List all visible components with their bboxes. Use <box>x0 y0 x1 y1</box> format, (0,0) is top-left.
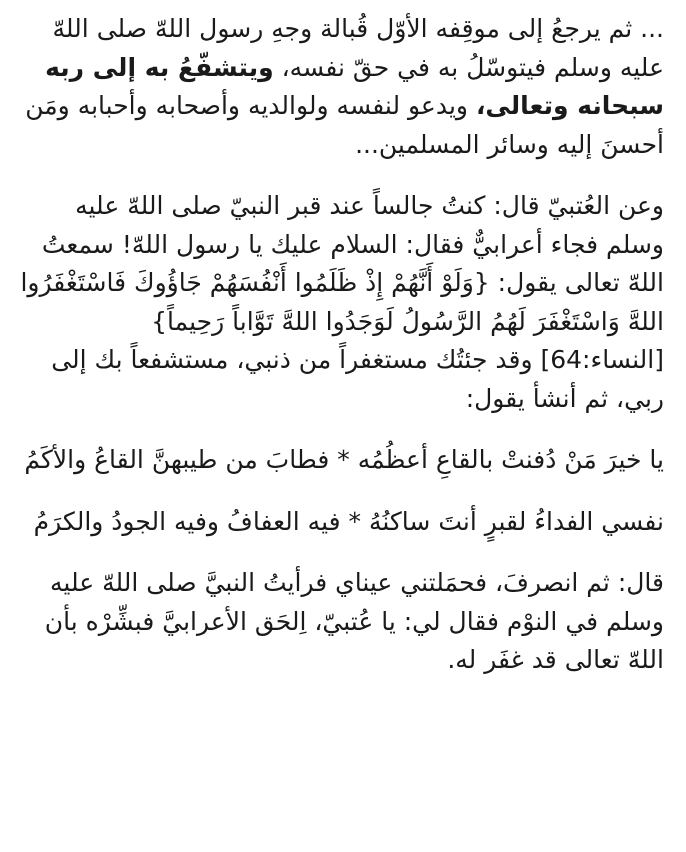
poem-verse-2 <box>20 503 664 542</box>
text-intro: ... ثم يرجعُ إلى موقِفه الأوّل قُبالة وجهِ رسول اللهّ صلى اللهّ عليه وسلم فيتوسّلُ به في حقّ نفسه، <box>52 14 664 82</box>
text-narration: وعن العُتبيّ قال: كنتُ جالساً عند قبر النبيّ صلى اللهّ عليه وسلم فجاء أعرابيٌّ فقال: السلام عليك يا رسول اللهّ! سمعتُ اللهّ تعالى يقول: {وَلَوْ أَنَّهُمْ إِذْ ظَلَمُوا أَنْفُسَهُمْ جَاؤُوكَ فَاسْتَغْفَرُوا اللهَّ وَاسْتَغْفَرَ لَهُمُ الرَّسُولُ لَوَجَدُوا اللهَّ تَوَّاباً رَحِيماً} [النساء:64] وقد جئتُك مستغفراً من ذنبي، مستشفعاً بك إلى ربي، ثم أنشأ يقول: <box>20 191 664 413</box>
verse-text: يا خيرَ مَنْ دُفنتْ بالقاعِ أعظُمُه * فطابَ من طيبهنَّ القاعُ والأكَمُ <box>24 445 664 474</box>
paragraph-dream <box>20 564 664 680</box>
poem-verse-1 <box>20 441 664 480</box>
text-continuation: ويدعو لنفسه ولوالديه وأصحابه وأحبابه ومَن أحسنَ إليه وسائر المسلمين... <box>25 91 664 159</box>
paragraph-utbi-narration <box>20 187 664 418</box>
document-body <box>20 10 664 703</box>
paragraph-visiting-prayer <box>20 10 664 164</box>
verse-text: نفسي الفداءُ لقبرٍ أنتَ ساكنُهُ * فيه العفافُ وفيه الجودُ والكرَمُ <box>33 506 664 536</box>
text-dream: قال: ثم انصرفَ، فحمَلتني عيناي فرأيتُ النبيَّ صلى اللهّ عليه وسلم في النوْم فقال لي: يا عُتبيّ، اِلحَق الأعرابيَّ فبشِّرْه بأن اللهّ تعالى قد غفَر له. <box>44 568 664 674</box>
text-emphasis: ويتشفّعُ به إلى ربه سبحانه وتعالى، <box>45 52 664 120</box>
